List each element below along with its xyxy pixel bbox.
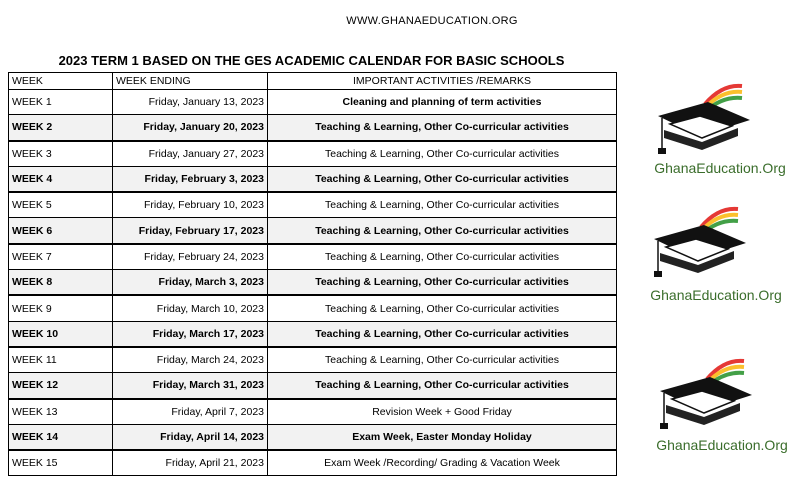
table-row [9, 218, 617, 244]
table-row [9, 270, 617, 296]
week-cell: WEEK 3 [9, 141, 113, 167]
table-row [9, 166, 617, 192]
ghanaeducation-logo [652, 355, 802, 453]
week-ending-cell: Friday, March 10, 2023 [113, 295, 268, 321]
activity-cell: Teaching & Learning, Other Co-curricular activities [268, 295, 617, 321]
table-row [9, 321, 617, 347]
week-cell: WEEK 15 [9, 450, 113, 476]
site-url: WWW.GHANAEDUCATION.ORG [346, 15, 518, 27]
week-ending-cell: Friday, March 17, 2023 [113, 321, 268, 347]
week-ending-cell: Friday, January 27, 2023 [113, 141, 268, 167]
week-cell: WEEK 4 [9, 166, 113, 192]
week-cell: WEEK 11 [9, 347, 113, 373]
week-cell: WEEK 13 [9, 399, 113, 425]
week-cell: WEEK 10 [9, 321, 113, 347]
document-title: 2023 TERM 1 BASED ON THE GES ACADEMIC CALENDAR FOR BASIC SCHOOLS [58, 53, 565, 68]
week-cell: WEEK 14 [9, 424, 113, 450]
table-row [9, 244, 617, 270]
activity-cell: Teaching & Learning, Other Co-curricular activities [268, 347, 617, 373]
table-row [9, 450, 617, 476]
activity-cell: Teaching & Learning, Other Co-curricular activities [268, 218, 617, 244]
table-header-row [9, 73, 617, 90]
logo-text: GhanaEducation.Org [654, 160, 786, 176]
week-cell: WEEK 12 [9, 373, 113, 399]
week-ending-cell: Friday, February 3, 2023 [113, 166, 268, 192]
activity-cell: Teaching & Learning, Other Co-curricular activities [268, 244, 617, 270]
week-cell: WEEK 6 [9, 218, 113, 244]
calendar-table [8, 72, 617, 476]
activity-cell: Teaching & Learning, Other Co-curricular activities [268, 166, 617, 192]
activity-cell: Teaching & Learning, Other Co-curricular activities [268, 373, 617, 399]
logo-text: GhanaEducation.Org [650, 287, 782, 303]
table-row [9, 295, 617, 321]
graduation-cap-laptop-icon [650, 80, 760, 160]
table-row [9, 192, 617, 218]
activity-cell: Teaching & Learning, Other Co-curricular activities [268, 321, 617, 347]
activity-cell: Revision Week + Good Friday [268, 399, 617, 425]
logo-text: GhanaEducation.Org [656, 437, 788, 453]
graduation-cap-laptop-icon [646, 203, 756, 283]
week-cell: WEEK 8 [9, 270, 113, 296]
column-header-week-ending: WEEK ENDING [113, 73, 268, 90]
column-header-activities: IMPORTANT ACTIVITIES /REMARKS [268, 73, 617, 90]
table-row [9, 115, 617, 141]
ghanaeducation-logo [646, 203, 796, 303]
table-row [9, 141, 617, 167]
week-cell: WEEK 9 [9, 295, 113, 321]
week-ending-cell: Friday, February 10, 2023 [113, 192, 268, 218]
week-ending-cell: Friday, March 24, 2023 [113, 347, 268, 373]
week-ending-cell: Friday, January 13, 2023 [113, 90, 268, 115]
ghanaeducation-logo [650, 80, 800, 176]
table-row [9, 399, 617, 425]
week-cell: WEEK 2 [9, 115, 113, 141]
activity-cell: Teaching & Learning, Other Co-curricular activities [268, 270, 617, 296]
week-ending-cell: Friday, April 14, 2023 [113, 424, 268, 450]
week-ending-cell: Friday, April 21, 2023 [113, 450, 268, 476]
week-cell: WEEK 7 [9, 244, 113, 270]
week-ending-cell: Friday, February 17, 2023 [113, 218, 268, 244]
activity-cell: Teaching & Learning, Other Co-curricular activities [268, 192, 617, 218]
table-row [9, 424, 617, 450]
activity-cell: Teaching & Learning, Other Co-curricular activities [268, 115, 617, 141]
column-header-week: WEEK [9, 73, 113, 90]
activity-cell: Teaching & Learning, Other Co-curricular activities [268, 141, 617, 167]
table-row [9, 373, 617, 399]
week-ending-cell: Friday, March 31, 2023 [113, 373, 268, 399]
week-ending-cell: Friday, March 3, 2023 [113, 270, 268, 296]
week-ending-cell: Friday, January 20, 2023 [113, 115, 268, 141]
activity-cell: Exam Week, Easter Monday Holiday [268, 424, 617, 450]
table-row [9, 90, 617, 115]
graduation-cap-laptop-icon [652, 355, 762, 435]
table-row [9, 347, 617, 373]
activity-cell: Exam Week /Recording/ Grading & Vacation Week [268, 450, 617, 476]
week-cell: WEEK 5 [9, 192, 113, 218]
week-cell: WEEK 1 [9, 90, 113, 115]
week-ending-cell: Friday, April 7, 2023 [113, 399, 268, 425]
activity-cell: Cleaning and planning of term activities [268, 90, 617, 115]
week-ending-cell: Friday, February 24, 2023 [113, 244, 268, 270]
